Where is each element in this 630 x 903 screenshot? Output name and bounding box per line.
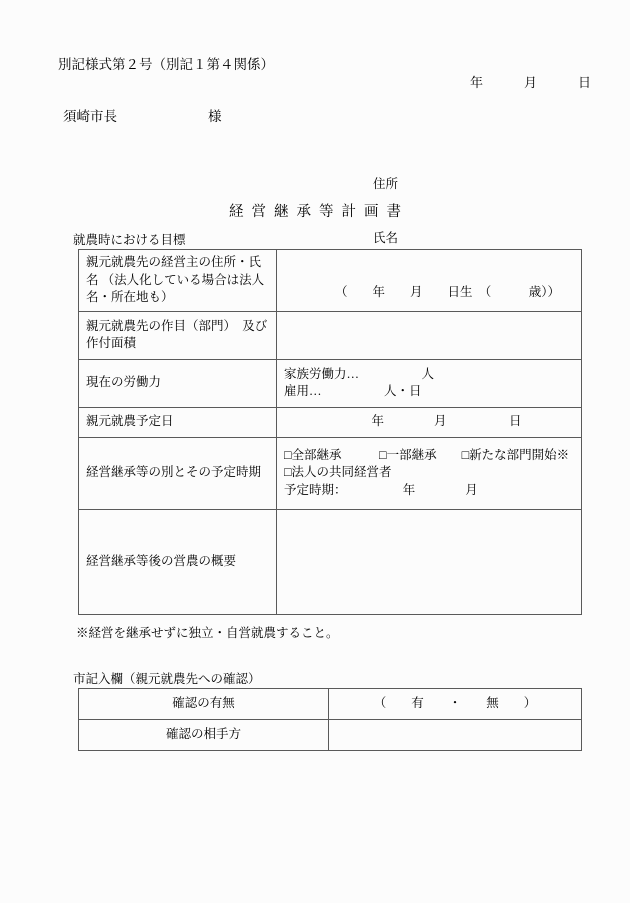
city-section-label: 市記入欄（親元就農先への確認） [73, 672, 261, 686]
labor-family-line: 家族労働力… 人 [284, 366, 435, 381]
main-form-table [78, 249, 582, 615]
row-value-crop-and-area[interactable] [277, 311, 582, 359]
row-label-crop-and-area: 親元就農先の作目（部門） 及び 作付面積 [79, 311, 277, 359]
row-value-confirmation-counterpart[interactable] [329, 720, 582, 751]
table-row [79, 509, 582, 614]
form-code: 別記様式第２号（別記１第４関係） [58, 57, 274, 72]
row-value-farming-overview[interactable] [277, 509, 582, 614]
page-title: 経営継承等計画書 [229, 204, 409, 220]
applicant-address-label: 住所 [373, 177, 399, 191]
table-row [79, 407, 582, 437]
table-row [79, 437, 582, 509]
main-section-label: 就農時における目標 [73, 233, 186, 247]
applicant-dob-line: （ 年 月 日生 （ 歳）） [335, 285, 561, 299]
main-section-footnote: ※経営を継承せずに独立・自営就農すること。 [76, 626, 339, 640]
row-value-confirmation-status[interactable]: （ 有 ・ 無 ） [329, 689, 582, 720]
row-value-parent-business-owner[interactable] [277, 250, 582, 312]
row-value-current-labor[interactable] [277, 359, 582, 407]
row-label-confirmation-status: 確認の有無 [79, 689, 329, 720]
applicant-name-label: 氏名 [373, 231, 399, 245]
row-label-parent-business-owner: 親元就農先の経営主の住所・氏名 （法人化している場合は法人 名・所在地も） [79, 250, 277, 312]
planned-period-field[interactable]: 予定時期： 年 月 [284, 482, 478, 497]
row-label-current-labor: 現在の労働力 [79, 359, 277, 407]
row-label-planned-start-date: 親元就農予定日 [79, 407, 277, 437]
row-label-confirmation-counterpart: 確認の相手方 [79, 720, 329, 751]
addressee-honorific: 様 [208, 109, 222, 124]
city-entry-table [78, 688, 582, 751]
row-value-planned-start-date[interactable]: 年 月 日 [277, 407, 582, 437]
checkbox-group-succession[interactable]: □全部継承 □一部継承 □新たな部門開始※ [284, 447, 570, 462]
checkbox-corporate-co-manager[interactable]: □法人の共同経営者 [284, 465, 392, 480]
addressee-name: 須崎市長 [63, 109, 117, 124]
row-value-succession-type[interactable] [277, 437, 582, 509]
row-label-farming-overview: 経営継承等後の営農の概要 [79, 509, 277, 614]
date-line: 年 月 日 [470, 75, 592, 90]
row-label-succession-type: 経営継承等の別とその予定時期 [79, 437, 277, 509]
table-row [79, 359, 582, 407]
table-row [79, 250, 582, 312]
table-row [79, 720, 582, 751]
labor-hired-line: 雇用… 人・日 [284, 384, 422, 398]
table-row [79, 311, 582, 359]
table-row [79, 689, 582, 720]
